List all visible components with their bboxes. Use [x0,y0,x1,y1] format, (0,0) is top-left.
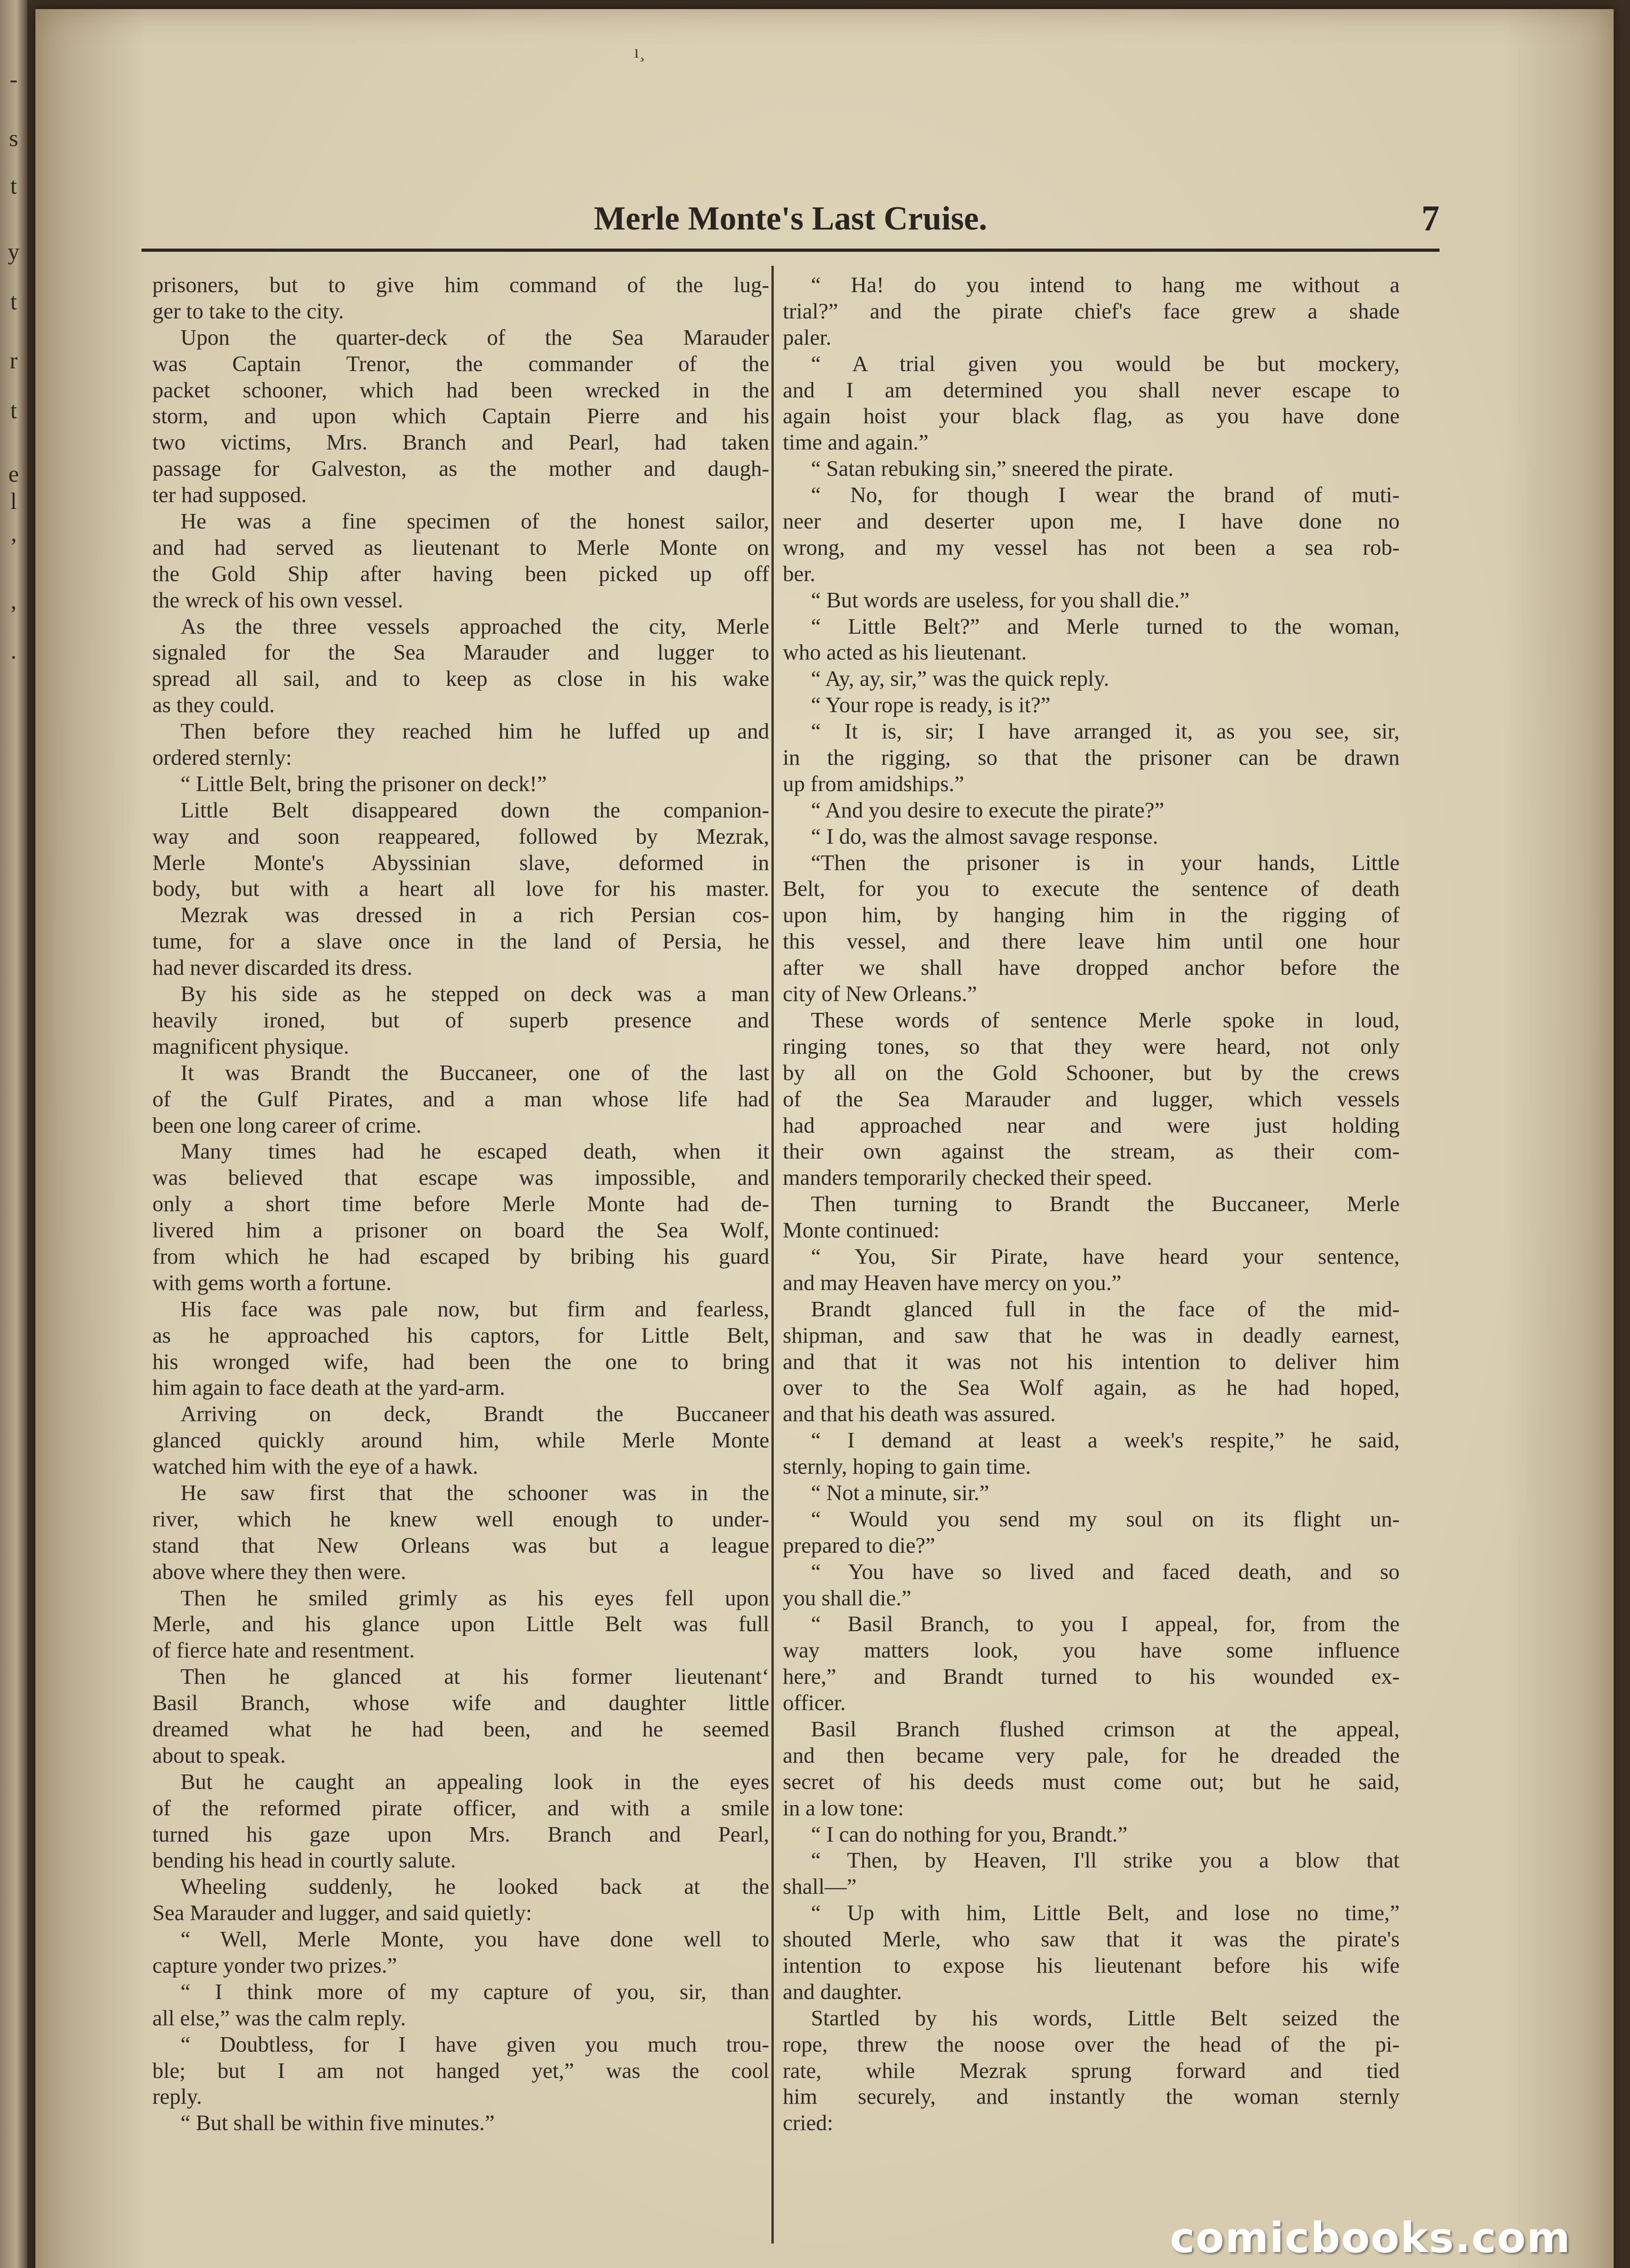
text-line: “ And you desire to execute the pirate?” [811,797,1165,822]
text-line: been one long career of crime. [152,1113,422,1138]
text-line: him securely, and instantly the woman sternly [783,2084,1400,2109]
text-line: Basil Branch, whose wife and daughter little [152,1691,769,1716]
text-line: dreamed what he had been, and he seemed [152,1716,769,1741]
text-line: neer and deserter upon me, I have done no [783,509,1400,534]
text-line: “ I demand at least a week's respite,” he said, [811,1428,1400,1453]
text-line: bending his head in courtly salute. [152,1848,456,1873]
running-head [142,195,1440,245]
text-line: reply. [152,2084,202,2109]
text-line: about to speak. [152,1743,286,1768]
text-line: Wheeling suddenly, he looked back at the [181,1874,769,1899]
margin-character: . [10,638,17,664]
text-line: heavily ironed, but of superb presence and [152,1007,769,1032]
text-line: turned his gaze upon Mrs. Branch and Pearl, [152,1822,769,1847]
text-line: shipman, and saw that he was in deadly earnest, [783,1323,1400,1348]
text-line: He was a fine specimen of the honest sailor, [181,509,769,534]
text-line: Monte continued: [783,1218,940,1243]
text-line: of the Sea Marauder and lugger, which vessels [783,1086,1400,1111]
text-line: here,” and Brandt turned to his wounded ex- [783,1664,1400,1689]
margin-character: , [10,588,17,614]
text-line: “ I can do nothing for you, Brandt.” [811,1822,1127,1847]
text-line: who acted as his lieutenant. [783,640,1027,665]
page-title: Merle Monte's Last Cruise. [594,200,987,237]
text-line: by all on the Gold Schooner, but by the crews [783,1060,1400,1085]
text-line: the wreck of his own vessel. [152,587,403,612]
text-line: was Captain Trenor, the commander of the [152,351,769,376]
text-line: “ Well, Merle Monte, you have done well to [181,1927,769,1952]
text-line: prisoners, but to give him command of the lug- [152,273,769,297]
text-line: Then before they reached him he luffed up and [181,719,769,744]
text-line: him again to face death at the yard-arm. [152,1375,505,1400]
text-line: manders temporarily checked their speed. [783,1165,1152,1190]
text-line: “ You have so lived and faced death, and so [811,1559,1400,1584]
text-line: Little Belt disappeared down the companion- [181,797,769,822]
margin-character: - [10,67,18,93]
text-line: Then turning to Brandt the Buccaneer, Merle [811,1192,1400,1217]
text-line: this vessel, and there leave him until one hour [783,929,1400,954]
text-line: you shall die.” [783,1585,912,1610]
text-line: Basil Branch flushed crimson at the appeal, [811,1716,1400,1741]
text-line: with gems worth a fortune. [152,1270,392,1295]
text-line: after we shall have dropped anchor before the [783,955,1400,980]
margin-character: y [8,239,20,265]
margin-character: s [9,126,19,152]
text-column-left [152,272,769,2136]
text-line: and may Heaven have mercy on you.” [783,1270,1122,1295]
text-line: “ You, Sir Pirate, have heard your sentence, [811,1244,1400,1269]
text-line: “ Would you send my soul on its flight un- [811,1506,1400,1531]
text-line: Belt, for you to execute the sentence of death [783,876,1400,901]
text-line: trial?” and the pirate chief's face grew a shade [783,298,1400,323]
text-line: Upon the quarter-deck of the Sea Marauder [181,325,769,350]
text-line: glanced quickly around him, while Merle Monte [152,1428,769,1453]
text-line: “ But shall be within five minutes.” [181,2111,495,2136]
text-line: and had served as lieutenant to Merle Monte on [152,535,769,560]
text-line: Many times had he escaped death, when it [181,1139,769,1164]
text-line: “Then the prisoner is in your hands, Little [811,850,1400,875]
text-line: body, but with a heart all love for his master. [152,876,769,901]
text-line: way matters look, you have some influence [783,1638,1400,1663]
margin-character: e [8,461,19,487]
text-line: Then he glanced at his former lieutenant‘ [181,1664,769,1689]
text-line: “ Little Belt, bring the prisoner on deck!” [181,771,547,796]
text-line: intention to expose his lieutenant before his wife [783,1953,1400,1978]
text-line: Brandt glanced full in the face of the mid- [811,1296,1400,1321]
margin-character: l [10,489,17,514]
text-line: shouted Merle, who saw that it was the pirate's [783,1927,1400,1952]
text-line: “ Little Belt?” and Merle turned to the woman, [811,614,1400,639]
text-line: cried: [783,2111,834,2136]
text-line: above where they then were. [152,1559,406,1584]
text-line: and I am determined you shall never escape to [783,377,1400,402]
text-column-right [783,272,1400,2136]
text-line: way and soon reappeared, followed by Mezrak, [152,824,769,849]
text-line: signaled for the Sea Marauder and lugger to [152,640,769,665]
text-line: again hoist your black flag, as you have done [783,404,1400,429]
text-line: in a low tone: [783,1795,904,1820]
text-line: officer. [783,1691,846,1716]
text-line: of fierce hate and resentment. [152,1638,415,1663]
text-line: passage for Galveston, as the mother and daugh- [152,456,769,481]
text-line: two victims, Mrs. Branch and Pearl, had taken [152,430,769,455]
text-line: “ I do, was the almost savage response. [811,824,1158,849]
text-line: river, which he knew well enough to under- [152,1506,769,1531]
book-page [35,9,1614,2268]
text-line: and that his death was assured. [783,1402,1056,1427]
text-line: “ Up with him, Little Belt, and lose no time,” [811,1901,1400,1926]
text-line: tume, for a slave once in the land of Persia, he [152,929,769,954]
text-line: livered him a prisoner on board the Sea Wolf, [152,1218,769,1243]
page-number: 7 [1421,199,1440,239]
text-line: “ Basil Branch, to you I appeal, for, from the [811,1612,1400,1637]
text-line: Mezrak was dressed in a rich Persian cos- [181,903,769,928]
text-line: “ Satan rebuking sin,” sneered the pirate. [811,456,1174,481]
text-line: wrong, and my vessel has not been a sea rob- [783,535,1400,560]
text-line: Sea Marauder and lugger, and said quietly: [152,1901,532,1926]
text-line: These words of sentence Merle spoke in loud, [811,1007,1400,1032]
column-rule [771,266,774,2244]
text-line: paler. [783,325,832,350]
text-line: But he caught an appealing look in the eyes [181,1769,769,1794]
text-line: only a short time before Merle Monte had de- [152,1192,769,1217]
text-line: watched him with the eye of a hawk. [152,1454,478,1479]
margin-character: t [10,173,17,199]
text-line: ber. [783,561,815,586]
text-line: the Gold Ship after having been picked up off [152,561,769,586]
top-stray-mark: ı¸ [634,41,645,62]
text-line: rate, while Mezrak sprung forward and tied [783,2058,1400,2083]
text-line: rope, threw the noose over the head of the pi- [783,2032,1400,2057]
text-line: and daughter. [783,1979,902,2004]
text-line: “ Then, by Heaven, I'll strike you a blow that [811,1848,1400,1873]
margin-character: t [10,398,17,424]
text-line: ordered sternly: [152,745,292,770]
text-line: capture yonder two prizes.” [152,1953,397,1978]
text-line: Then he smiled grimly as his eyes fell upon [181,1585,769,1610]
text-line: ter had supposed. [152,483,307,508]
text-line: Arriving on deck, Brandt the Buccaneer [181,1402,769,1427]
text-line: from which he had escaped by bribing his guard [152,1244,769,1269]
text-line: their own against the stream, as their com- [783,1139,1400,1164]
text-line: ble; but I am not hanged yet,” was the cool [152,2058,769,2083]
text-line: as they could. [152,693,275,718]
text-line: “ Ay, ay, sir,” was the quick reply. [811,666,1109,691]
text-line: “ I think more of my capture of you, sir, than [181,1979,769,2004]
text-line: “ It is, sir; I have arranged it, as you see, sir, [811,719,1400,744]
text-line: “ A trial given you would be but mockery, [811,351,1400,376]
margin-character: r [10,348,18,374]
text-line: Merle, and his glance upon Little Belt was full [152,1612,769,1637]
text-line: city of New Orleans.” [783,982,977,1007]
watermark: comicbooks.com [1170,2214,1571,2262]
text-line: storm, and upon which Captain Pierre and his [152,404,769,429]
text-line: “ But words are useless, for you shall die.” [811,587,1190,612]
text-line: “ No, for though I wear the brand of muti- [811,483,1400,508]
text-line: up from amidships.” [783,771,964,796]
text-line: of the reformed pirate officer, and with a smile [152,1795,769,1820]
text-line: ger to take to the city. [152,298,344,323]
text-line: and that it was not his intention to deliver him [783,1349,1400,1374]
text-line: his wronged wife, had been the one to bring [152,1349,769,1374]
text-line: By his side as he stepped on deck was a man [181,982,769,1007]
text-line: “ Your rope is ready, is it?” [811,693,1051,718]
text-line: Startled by his words, Little Belt seized the [811,2005,1400,2030]
text-line: had approached near and were just holding [783,1113,1400,1138]
margin-character: t [10,289,17,315]
previous-page-edge [0,0,27,2268]
text-line: “ Ha! do you intend to hang me without a [811,273,1400,297]
text-line: had never discarded its dress. [152,955,413,980]
text-line: all else,” was the calm reply. [152,2005,406,2030]
text-line: “ Not a minute, sir.” [811,1480,989,1505]
text-line: as he approached his captors, for Little Belt, [152,1323,769,1348]
text-line: time and again.” [783,430,929,455]
text-line: shall—” [783,1874,857,1899]
margin-character: ’ [10,534,18,560]
text-line: sternly, hoping to gain time. [783,1454,1031,1479]
text-line: Merle Monte's Abyssinian slave, deformed in [152,850,769,875]
text-line: in the rigging, so that the prisoner can be drawn [783,745,1400,770]
text-line: was believed that escape was impossible, and [152,1165,769,1190]
text-line: spread all sail, and to keep as close in his wake [152,666,769,691]
text-line: upon him, by hanging him in the rigging of [783,903,1400,928]
text-line: packet schooner, which had been wrecked in the [152,377,769,402]
text-line: He saw first that the schooner was in the [181,1480,769,1505]
text-line: over to the Sea Wolf again, as he had hoped, [783,1375,1400,1400]
text-line: ringing tones, so that they were heard, not only [783,1034,1400,1059]
text-line: of the Gulf Pirates, and a man whose life had [152,1086,769,1111]
text-line: As the three vessels approached the city, Merle [181,614,769,639]
text-line: It was Brandt the Buccaneer, one of the last [181,1060,769,1085]
text-line: and then became very pale, for he dreaded the [783,1743,1400,1768]
text-line: “ Doubtless, for I have given you much trou- [181,2032,769,2057]
text-line: prepared to die?” [783,1533,935,1558]
header-rule [142,249,1440,252]
text-line: secret of his deeds must come out; but he said, [783,1769,1400,1794]
text-line: stand that New Orleans was but a league [152,1533,769,1558]
text-line: magnificent physique. [152,1034,349,1059]
text-line: His face was pale now, but firm and fearless, [181,1296,769,1321]
